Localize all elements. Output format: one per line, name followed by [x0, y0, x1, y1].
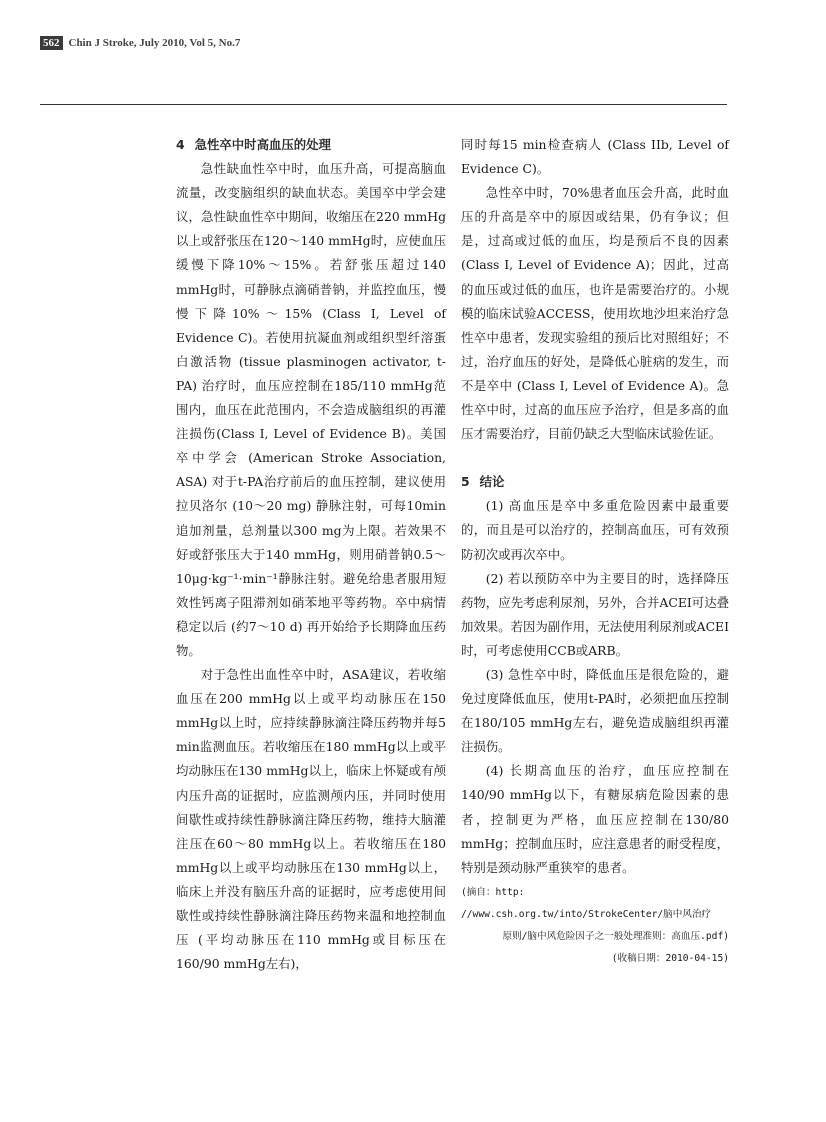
spacer [461, 446, 729, 470]
section-heading-5 [461, 470, 729, 494]
source-reference-line1: (摘自：http: //www.csh.org.tw/into/StrokeCenter/脑中风治疗 [461, 886, 712, 920]
section-number: 5 [461, 474, 470, 490]
paragraph-continued: 同时每15 min检查病人 (Class IIb, Level of Evidence C)。 [461, 137, 729, 177]
conclusion-item: (3) 急性卒中时，降低血压是很危险的，避免过度降低血压，使用t-PA时，必须把血压控制在180/105 mmHg左右，避免造成脑组织再灌注损伤。 [461, 666, 729, 755]
source-reference-line2: 原则/脑中风危险因子之一般处理准则：高血压.pdf) [502, 930, 729, 942]
conclusion-item: (1) 高血压是卒中多重危险因素中最重要的，而且是可以治疗的，控制高血压，可有效预防初次或再次卒中。 [461, 498, 729, 562]
section-title: 结论 [479, 474, 505, 490]
journal-info: Chin J Stroke, July 2010, Vol 5, No.7 [68, 37, 241, 49]
header-divider [40, 104, 727, 105]
received-date: (收稿日期：2010-04-15) [611, 952, 729, 964]
page-number: 562 [40, 36, 63, 50]
conclusion-item: (4) 长期高血压的治疗，血压应控制在140/90 mmHg以下，有糖尿病危险因素的患者，控制更为严格，血压应控制在130/80 mmHg；控制血压时，应注意患者的耐受程度，特别是颈动脉严重狭窄的患者。 [461, 763, 729, 875]
conclusion-item: (2) 若以预防卒中为主要目的时，选择降压药物，应先考虑利尿剂，另外，合并ACEI可达叠加效果。若因为副作用，无法使用利尿剂或ACEI时，可考虑使用CCB或ARB。 [461, 570, 729, 658]
section-title: 急性卒中时高血压的处理 [194, 137, 331, 152]
left-column [176, 133, 446, 976]
section-heading-4 [176, 133, 446, 157]
paragraph: 急性卒中时，70%患者血压会升高，此时血压的升高是卒中的原因或结果，仍有争议；但是，过高或过低的血压，均是预后不良的因素 (Class I, Level of Evidence A)；因此，过高的血压或过低的血压，也许是需要治疗的。小规模的临床试验ACCESS，使用坎地沙坦来治疗急性卒中患者，发现实验组的预后比对照组好；不过，治疗血压的好处，是降低心脏病的发生，而不是卒中 (Class I, Level of Evidence A)。急性卒中时，过高的血压应予治疗，但是多高的血压才需要治疗，目前仍缺乏大型临床试验佐证。 [461, 185, 729, 442]
paragraph: 急性缺血性卒中时，血压升高，可提高脑血流量，改变脑组织的缺血状态。美国卒中学会建议，急性缺血性卒中期间，收缩压在220 mmHg以上或舒张压在120～140 mmHg时，应使血压缓慢下降10%～15%。若舒张压超过140 mmHg时，可静脉点滴硝普钠，并监控血压，慢慢下降10%～15% (Class I, Level of Evidence C)。若使用抗凝血剂或组织型纤溶蛋白激活物 (tissue plasminogen activator, t-PA) 治疗时，血压应控制在185/110 mmHg范围内，血压在此范围内，不会造成脑组织的再灌注损伤(Class I, Level of Evidence B)。美国卒中学会 (American Stroke Association, ASA) 对于t-PA治疗前后的血压控制，建议使用拉贝洛尔 (10～20 mg) 静脉注射，可每10min追加剂量，总剂量以300 mg为上限。若效果不好或舒张压大于140 mmHg，则用硝普钠0.5～10μg·kg⁻¹·min⁻¹静脉注射。避免给患者服用短效性钙离子阻滞剂如硝苯地平等药物。卒中病情稳定以后 (约7～10 d) 再开始给予长期降血压药物。 [176, 161, 446, 658]
running-header [40, 35, 240, 51]
right-column [461, 133, 729, 970]
paragraph: 对于急性出血性卒中时，ASA建议，若收缩血压在200 mmHg以上或平均动脉压在150 mmHg以上时，应持续静脉滴注降压药物并每5 min监测血压。若收缩压在180 mmHg以上或平均动脉压在130 mmHg以上，临床上怀疑或有颅内压升高的证据时，应监测颅内压，并同时使用间歇性或持续性静脉滴注降压药物，维持大脑灌注压在60～80 mmHg以上。若收缩压在180 mmHg以上或平均动脉压在130 mmHg以上，临床上并没有脑压升高的证据时，应考虑使用间歇性或持续性静脉滴注降压药物来温和地控制血压 (平均动脉压在110 mmHg或目标压在160/90 mmHg左右)， [176, 667, 446, 972]
section-number: 4 [176, 137, 185, 152]
